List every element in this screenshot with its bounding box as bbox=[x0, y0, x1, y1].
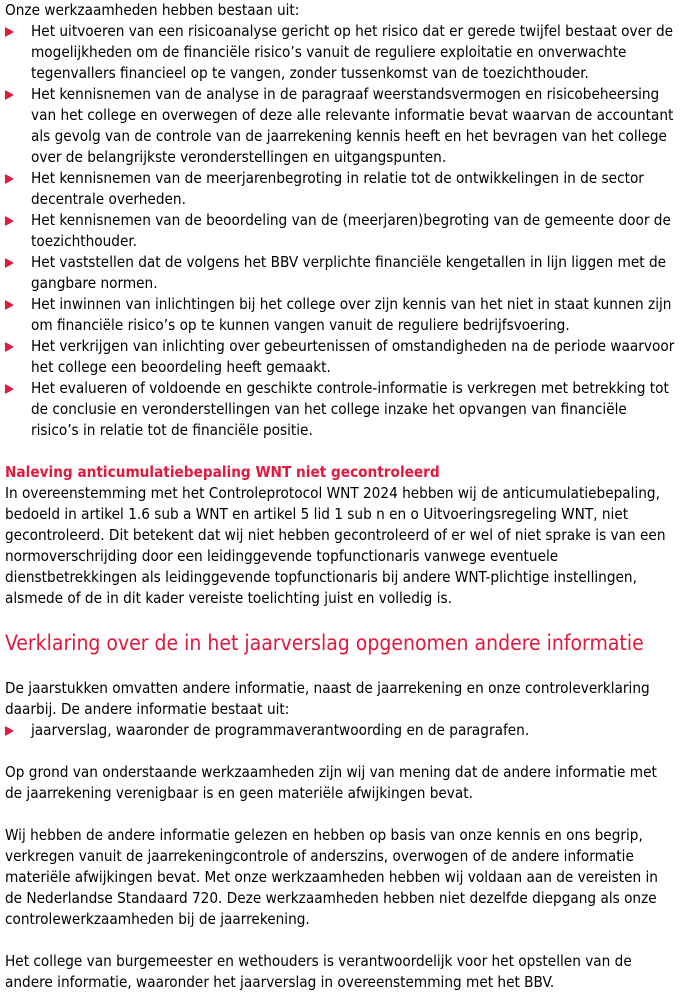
responsibility-paragraph: Het college van burgemeester en wethouders is verantwoordelijk voor het opstellen van de andere informatie, waaronder het jaarverslag in overeenstemming met het BBV. bbox=[5, 952, 632, 991]
list-item: Het vaststellen dat de volgens het BBV verplichte financiële kengetallen in lijn liggen met de gangbare normen. bbox=[5, 252, 676, 294]
triangle-bullet-icon bbox=[5, 27, 14, 37]
triangle-bullet-icon bbox=[5, 174, 14, 184]
list-item: Het kennisnemen van de meerjarenbegroting in relatie tot de ontwikkelingen in de sector decentrale overheden. bbox=[5, 168, 676, 210]
triangle-bullet-icon bbox=[5, 726, 14, 736]
triangle-bullet-icon bbox=[5, 258, 14, 268]
list-item: Het inwinnen van inlichtingen bij het college over zijn kennis van het niet in staat kunnen zijn om financiële risico’s op te kunnen vangen vanuit de reguliere bedrijfsvoering. bbox=[5, 294, 676, 336]
triangle-bullet-icon bbox=[5, 342, 14, 352]
triangle-bullet-icon bbox=[5, 90, 14, 100]
wnt-paragraph: In overeenstemming met het Controleprotocol WNT 2024 hebben wij de anticumulatiebepaling, bedoeld in artikel 1.6 sub a WNT en artikel 5 lid 1 sub n en o Uitvoeringsregeling WNT, niet gecontroleerd. Dit betekent dat wij niet hebben gecontroleerd of er wel of niet sprake is van een normoverschrijding door een leidinggevende topfunctionaris vanwege eventuele dienstbetrekkingen als leidinggevende topfunctionaris bij andere WNT-plichtige instellingen, alsmede of de in dit kader vereiste toelichting juist en volledig is. bbox=[5, 484, 666, 607]
triangle-bullet-icon bbox=[5, 216, 14, 226]
procedures-paragraph: Wij hebben de andere informatie gelezen en hebben op basis van onze kennis en ons begrip, verkregen vanuit de jaarrekeningcontrole of anderszins, overwogen of de andere informatie materiële afwijkingen bevat. Met onze werkzaamheden hebben wij voldaan aan de vereisten in de Nederlandse Standaard 720. Deze werkzaamheden hebben niet dezelfde diepgang als onze controlewerkzaamheden bij de jaarrekening. bbox=[5, 826, 658, 928]
list-item: Het uitvoeren van een risicoanalyse gericht op het risico dat er gerede twijfel bestaat over de mogelijkheden om de financiële risico’s vanuit de reguliere exploitatie en onverwachte tegenvallers financieel op te vangen, zonder tussenkomst van de toezichthouder. bbox=[5, 21, 676, 84]
andere-info-list bbox=[5, 720, 676, 741]
list-item: jaarverslag, waaronder de programmaverantwoording en de paragrafen. bbox=[5, 720, 676, 741]
list-item: Het kennisnemen van de analyse in de paragraaf weerstandsvermogen en risicobeheersing van het college en overwegen of deze alle relevante informatie bevat waarvan de accountant als gevolg van de controle van de jaarrekening kennis heeft en het bevragen van het college over de belangrijkste veronderstellingen en uitgangspunten. bbox=[5, 84, 676, 168]
wnt-subheading: Naleving anticumulatiebepaling WNT niet gecontroleerd bbox=[5, 463, 440, 481]
list-item: Het evalueren of voldoende en geschikte controle-informatie is verkregen met betrekking tot de conclusie en veronderstellingen van het college inzake het opvangen van financiële risico’s in relatie tot de financiële positie. bbox=[5, 378, 676, 441]
intro-text: Onze werkzaamheden hebben bestaan uit: bbox=[5, 1, 300, 19]
werkzaamheden-list bbox=[5, 21, 676, 441]
andere-info-paragraph: De jaarstukken omvatten andere informatie, naast de jaarrekening en onze controleverklaring daarbij. De andere informatie bestaat uit: bbox=[5, 679, 650, 718]
section-heading: Verklaring over de in het jaarverslag opgenomen andere informatie bbox=[5, 631, 644, 655]
opinion-paragraph: Op grond van onderstaande werkzaamheden zijn wij van mening dat de andere informatie met de jaarrekening verenigbaar is en geen materiële afwijkingen bevat. bbox=[5, 763, 657, 802]
list-item: Het verkrijgen van inlichting over gebeurtenissen of omstandigheden na de periode waarvoor het college een beoordeling heeft gemaakt. bbox=[5, 336, 676, 378]
triangle-bullet-icon bbox=[5, 300, 14, 310]
triangle-bullet-icon bbox=[5, 384, 14, 394]
list-item: Het kennisnemen van de beoordeling van de (meerjaren)begroting van de gemeente door de toezichthouder. bbox=[5, 210, 676, 252]
